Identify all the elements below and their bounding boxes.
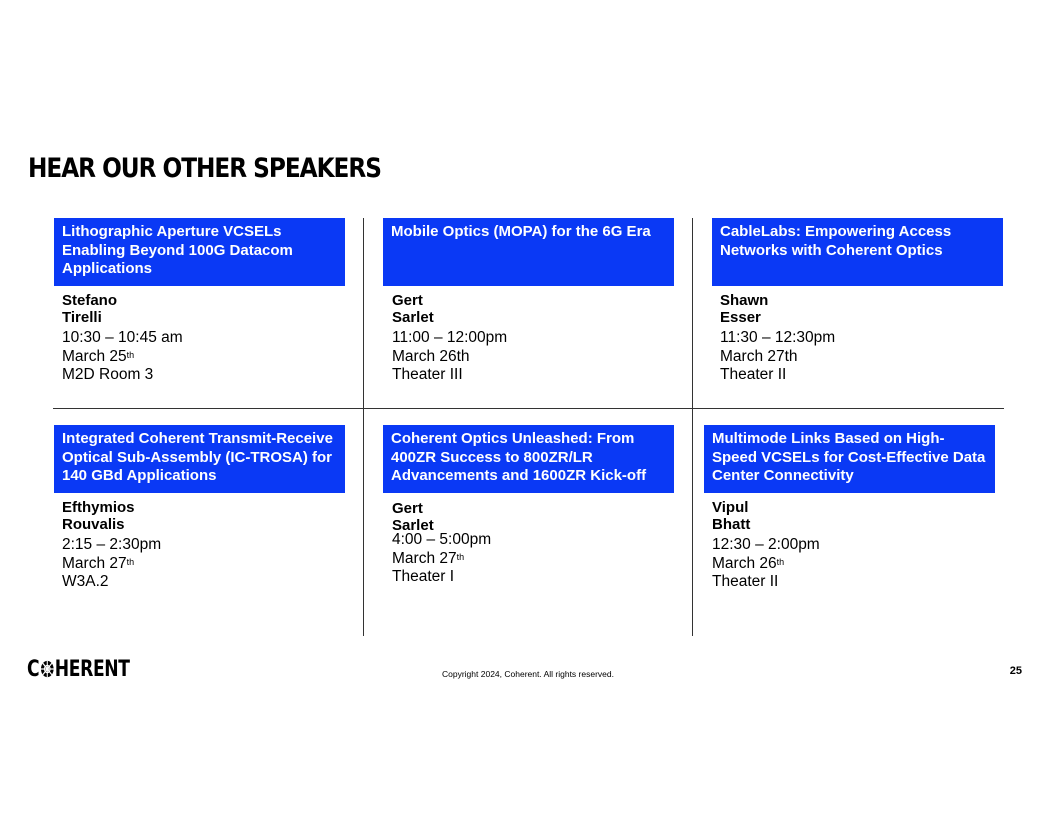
- logo-text-start: C: [27, 656, 40, 682]
- session-location: Theater III: [392, 366, 463, 383]
- column-divider: [692, 218, 693, 636]
- session-time: 11:00 – 12:00pm: [392, 329, 508, 346]
- speaker-name: Stefano Tirelli: [62, 292, 118, 326]
- session-title: Lithographic Aperture VCSELs Enabling Beyond 100G Datacom Applications: [54, 218, 345, 286]
- page-title: HEAR OUR OTHER SPEAKERS: [28, 153, 381, 184]
- session-time: 12:30 – 2:00pm: [712, 536, 820, 553]
- row-divider: [53, 408, 1004, 409]
- speaker-name: Efthymios Rouvalis: [62, 499, 135, 533]
- logo-text-end: HERENT: [54, 656, 130, 682]
- speaker-name: Shawn Esser: [720, 292, 769, 326]
- session-date: March 26th: [712, 554, 785, 572]
- speaker-name: Vipul Bhatt: [712, 499, 751, 533]
- session-location: M2D Room 3: [62, 366, 154, 383]
- copyright-text: Copyright 2024, Coherent. All rights reserved.: [442, 669, 614, 679]
- session-title: Coherent Optics Unleashed: From 400ZR Success to 800ZR/LR Advancements and 1600ZR Kick-off: [383, 425, 674, 493]
- session-location: W3A.2: [62, 573, 109, 590]
- session-info: [720, 329, 835, 385]
- session-title: CableLabs: Empowering Access Networks with Coherent Optics: [712, 218, 1003, 286]
- session-date: March 27th: [392, 549, 465, 567]
- session-date: March 25th: [62, 347, 135, 365]
- session-info: [392, 531, 491, 587]
- session-time: 4:00 – 5:00pm: [392, 531, 492, 548]
- session-info: [392, 329, 507, 385]
- session-info: [62, 536, 161, 592]
- session-title: Multimode Links Based on High-Speed VCSELs for Cost-Effective Data Center Connectivity: [704, 425, 995, 493]
- column-divider: [363, 218, 364, 636]
- session-title: Mobile Optics (MOPA) for the 6G Era: [383, 218, 674, 286]
- session-time: 2:15 – 2:30pm: [62, 536, 162, 553]
- speaker-name: Gert Sarlet: [392, 292, 434, 326]
- page-number: 25: [1009, 665, 1022, 677]
- session-time: 11:30 – 12:30pm: [720, 329, 836, 346]
- session-location: Theater II: [712, 573, 779, 590]
- session-date: March 27th: [720, 347, 798, 365]
- session-time: 10:30 – 10:45 am: [62, 329, 183, 346]
- session-info: [712, 536, 820, 592]
- session-info: [62, 329, 183, 385]
- speaker-name: Gert Sarlet: [392, 500, 434, 534]
- session-location: Theater I: [392, 568, 455, 585]
- session-title: Integrated Coherent Transmit-Receive Optical Sub-Assembly (IC-TROSA) for 140 GBd Applications: [54, 425, 345, 493]
- session-location: Theater II: [720, 366, 787, 383]
- session-date: March 27th: [62, 554, 135, 572]
- session-date: March 26th: [392, 347, 470, 365]
